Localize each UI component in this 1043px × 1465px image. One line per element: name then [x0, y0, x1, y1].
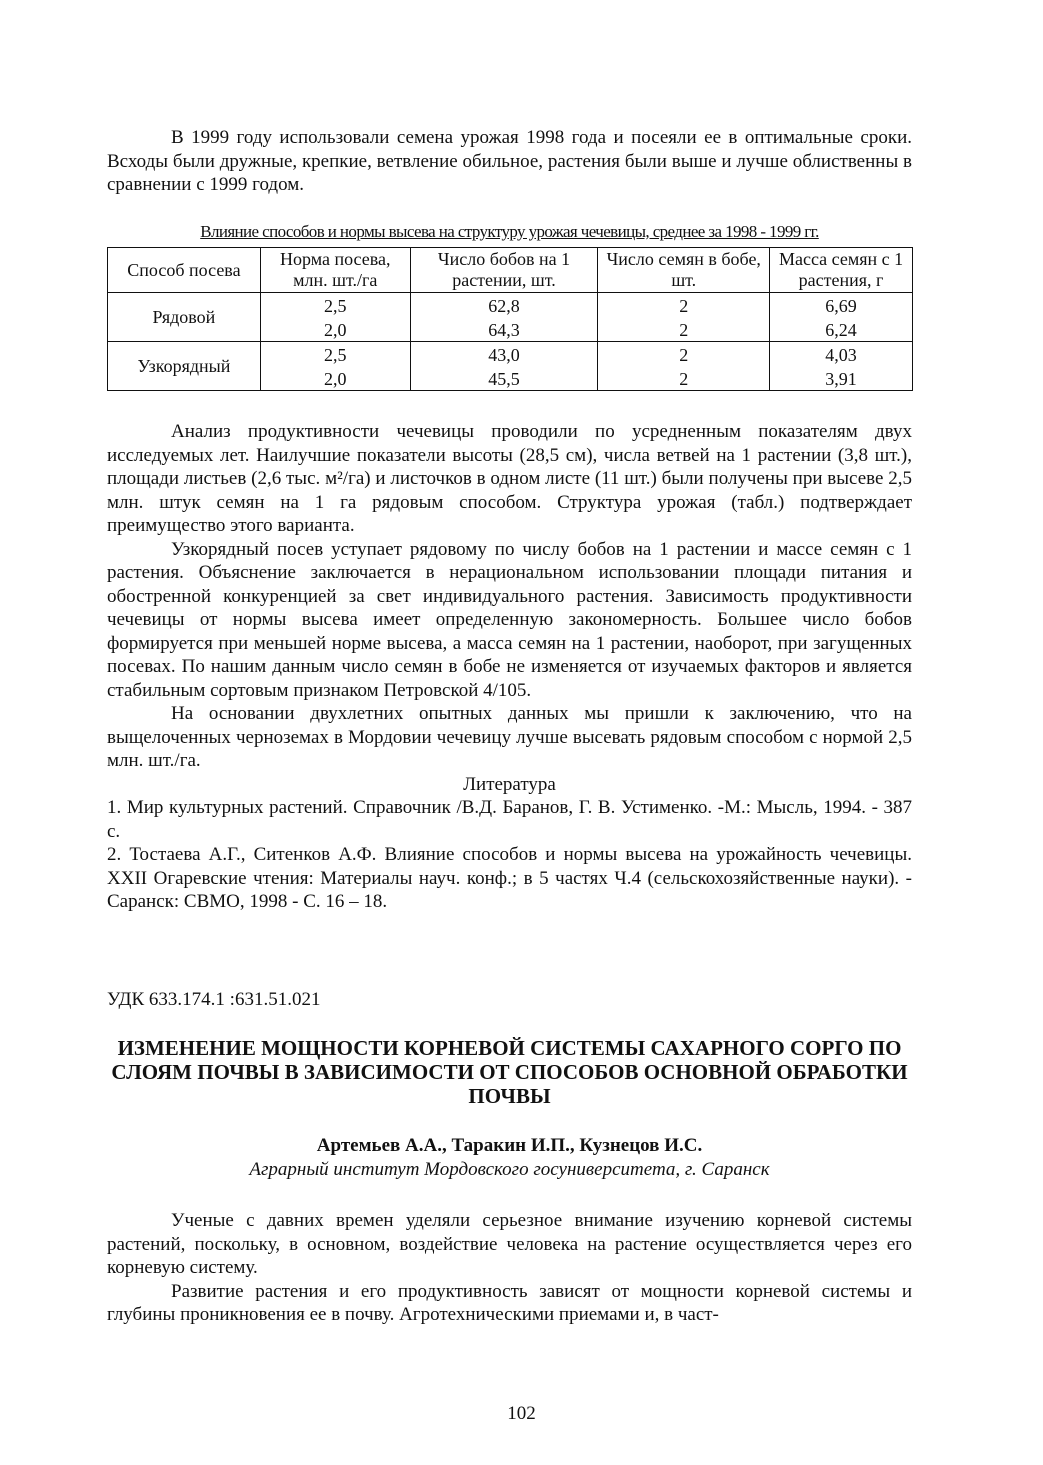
header-seeds: Число семян в бобе, шт.: [598, 248, 770, 293]
literature-item: 2. Тостаева А.Г., Ситенков А.Ф. Влияние способов и нормы высева на урожайность чечевицы. XXII Огаревские чтения: Материалы науч. конф.; в 5 частях Ч.4 (сельскохозяйственные науки). - Саранск: СВМО, 1998 - С. 16 – 18.: [107, 844, 912, 912]
table-row: [108, 342, 913, 367]
rate-cell: 2,0: [260, 366, 410, 391]
article-affiliation: Аграрный институт Мордовского госуниверситета, г. Саранск: [249, 1159, 770, 1180]
rate-cell: 2,5: [260, 342, 410, 367]
rate-cell: 2,0: [260, 317, 410, 342]
intro-section: [107, 126, 912, 197]
pods-cell: 64,3: [410, 317, 598, 342]
mass-cell: 6,24: [770, 317, 913, 342]
intro-paragraph: В 1999 году использовали семена урожая 1998 года и посеяли ее в оптимальные сроки. Всходы были дружные, крепкие, ветвление обильное, растения были выше и лучше облиственны в сравнении с 1999 годом.: [107, 127, 912, 195]
seeds-cell: 2: [598, 342, 770, 367]
page-number: 102: [507, 1403, 536, 1424]
seeds-cell: 2: [598, 293, 770, 318]
conclusion-paragraph: На основании двухлетних опытных данных мы пришли к заключению, что на выщелоченных черноземах в Мордовии чечевицу лучше высевать рядовым способом с нормой 2,5 млн. шт./га.: [107, 703, 912, 771]
mass-cell: 6,69: [770, 293, 913, 318]
table-row: [108, 293, 913, 318]
literature-title: Литература: [463, 773, 556, 795]
yield-structure-table: [107, 247, 913, 391]
body-section: [107, 420, 912, 914]
seeds-cell: 2: [598, 366, 770, 391]
literature-item: 1. Мир культурных растений. Справочник /В.Д. Баранов, Г. В. Устименко. -М.: Мысль, 1994. - 387 с.: [107, 797, 912, 842]
article-title: ИЗМЕНЕНИЕ МОЩНОСТИ КОРНЕВОЙ СИСТЕМЫ САХАРНОГО СОРГО ПО СЛОЯМ ПОЧВЫ В ЗАВИСИМОСТИ ОТ СПОСОБОВ ОСНОВНОЙ ОБРАБОТКИ ПОЧВЫ: [111, 1036, 908, 1108]
mass-cell: 4,03: [770, 342, 913, 367]
header-rate: Норма посева, млн. шт./га: [260, 248, 410, 293]
table-caption: Влияние способов и нормы высева на структуру урожая чечевицы, среднее за 1998 - 1999 гг.: [200, 222, 819, 241]
article-authors: Артемьев А.А., Таракин И.П., Кузнецов И.С.: [316, 1135, 703, 1156]
pods-cell: 45,5: [410, 366, 598, 391]
table-header-row: [108, 248, 913, 293]
seeds-cell: 2: [598, 317, 770, 342]
article-paragraph: Развитие растения и его продуктивность зависят от мощности корневой системы и глубины проникновения ее в почву. Агротехническими приемами и, в част-: [107, 1280, 912, 1325]
method-cell: Рядовой: [108, 293, 261, 342]
method-cell: Узкорядный: [108, 342, 261, 391]
udk-code: УДК 633.174.1 :631.51.021: [107, 989, 321, 1010]
pods-cell: 62,8: [410, 293, 598, 318]
analysis-paragraph: Анализ продуктивности чечевицы проводили по усредненным показателям двух исследуемых лет. Наилучшие показатели высоты (28,5 см), числа ветвей на 1 растении (3,8 шт.), площади листьев (2,6 тыс. м²/га) и листочков в одном листе (11 шт.) были получены при высеве 2,5 млн. штук семян на 1 га рядовым способом. Структура урожая (табл.) подтверждает преимущество этого варианта.: [107, 421, 912, 536]
header-pods: Число бобов на 1 растении, шт.: [410, 248, 598, 293]
mass-cell: 3,91: [770, 366, 913, 391]
header-method: Способ посева: [108, 248, 261, 293]
rate-cell: 2,5: [260, 293, 410, 318]
article-body: [107, 1209, 912, 1327]
comparison-paragraph: Узкорядный посев уступает рядовому по числу бобов на 1 растении и массе семян с 1 растения. Объяснение заключается в нерациональном использовании площади питания и обостренной конкуренцией за свет индивидуального растения. Зависимость продуктивности чечевицы от нормы высева имеет определенную закономерность. Большее число бобов формируется при меньшей норме высева, а масса семян на 1 растении, наоборот, при загущенных посевах. По нашим данным число семян в бобе не изменяется от изучаемых факторов и является стабильным сортовым признаком Петровской 4/105.: [107, 538, 912, 701]
header-mass: Масса семян с 1 растения, г: [770, 248, 913, 293]
pods-cell: 43,0: [410, 342, 598, 367]
article-paragraph: Ученые с давних времен уделяли серьезное внимание изучению корневой системы растений, поскольку, в основном, воздействие человека на растение осуществляется через его корневую систему.: [107, 1210, 912, 1278]
